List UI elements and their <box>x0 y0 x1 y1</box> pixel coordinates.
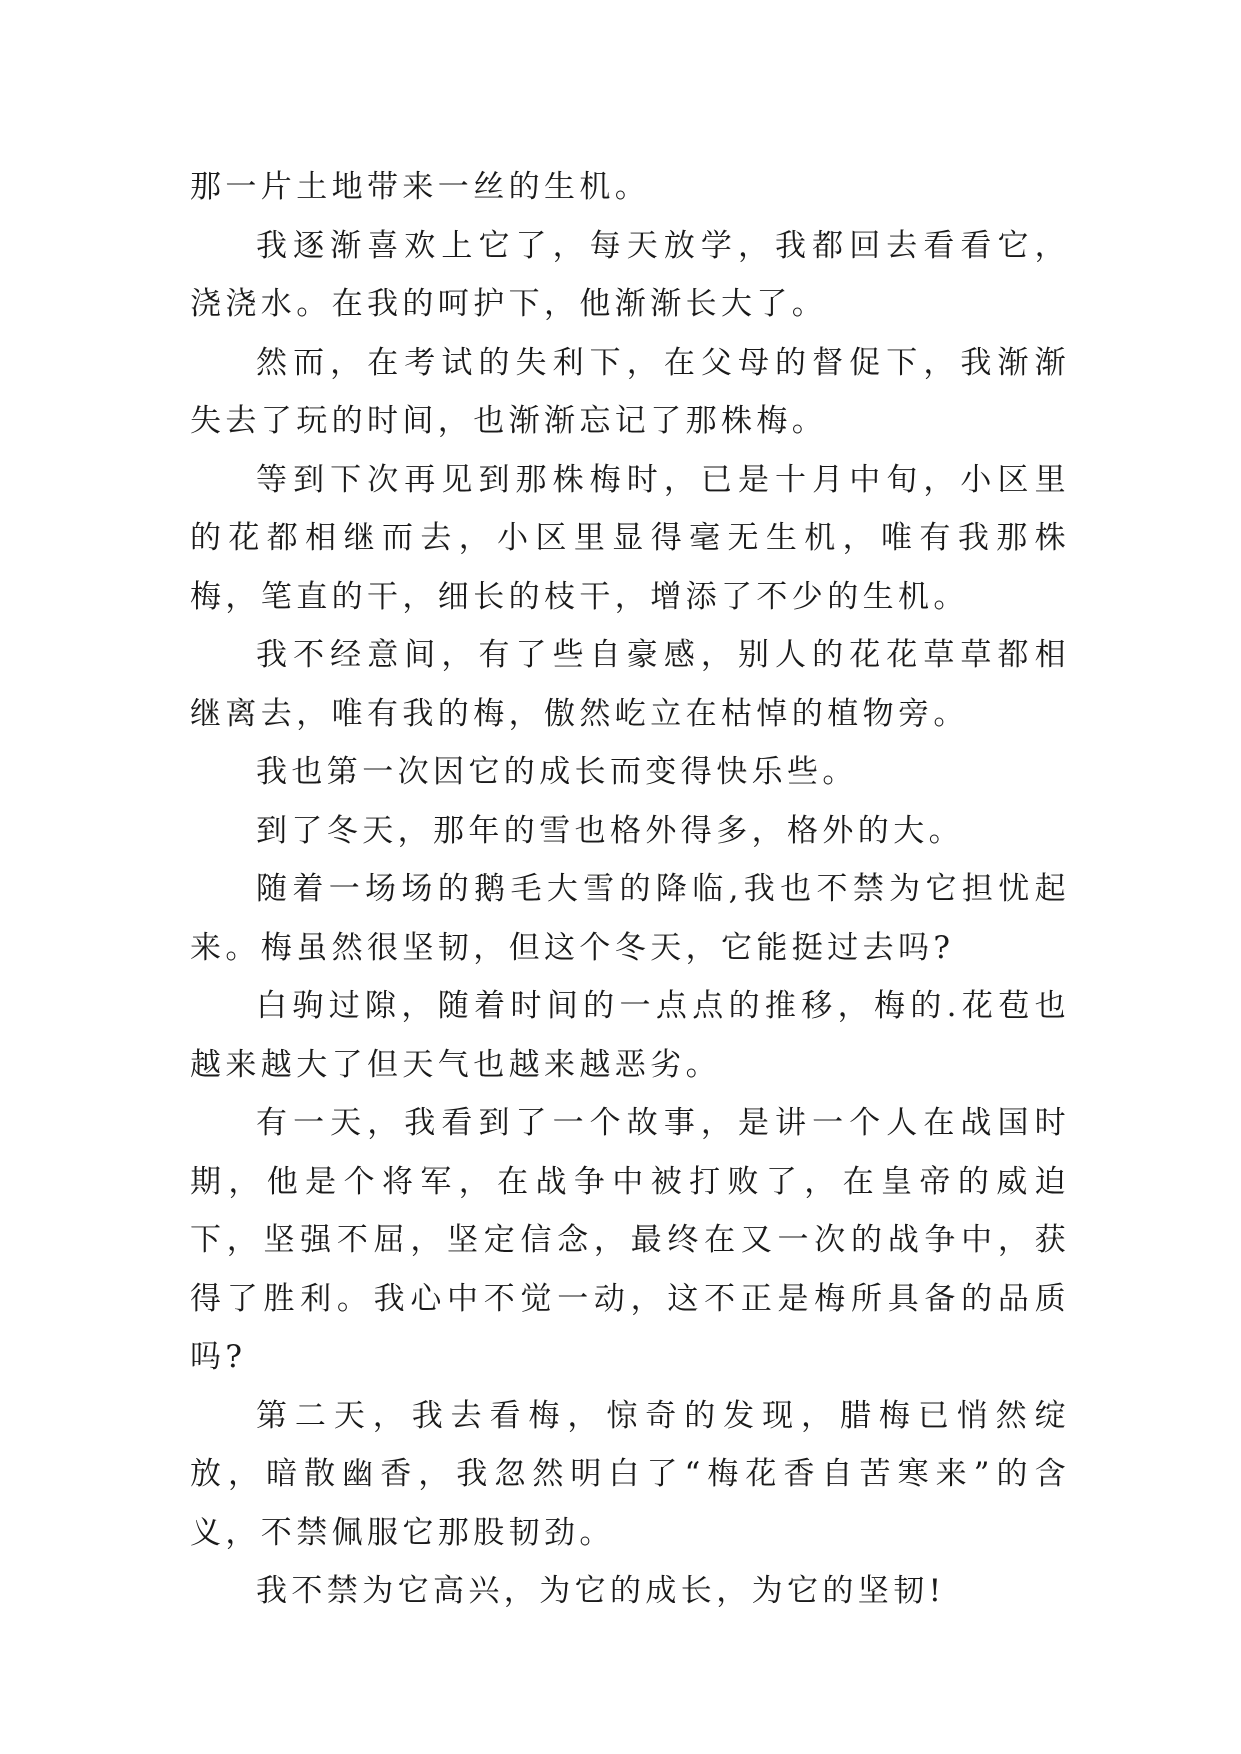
paragraph-5: 我不经意间，有了些自豪感，别人的花花草草都相继离去，唯有我的梅，傲然屹立在枯悼的植物旁。 <box>190 637 1070 732</box>
paragraph-1: 那一片土地带来一丝的生机。 <box>190 169 651 205</box>
paragraph-8: 随着一场场的鹅毛大雪的降临,我也不禁为它担忧起来。梅虽然很坚韧，但这个冬天，它能挺过去吗? <box>190 871 1070 966</box>
paragraph-7: 到了冬天，那年的雪也格外得多，格外的大。 <box>256 812 964 849</box>
paragraph-9: 白驹过隙，随着时间的一点点的推移，梅的.花苞也越来越大了但天气也越来越恶劣。 <box>190 988 1070 1083</box>
paragraph-6: 我也第一次因它的成长而变得快乐些。 <box>256 754 858 790</box>
paragraph-11: 第二天，我去看梅，惊奇的发现，腊梅已悄然绽放，暗散幽香，我忽然明白了“梅花香自苦寒来”的含义，不禁佩服它那股韧劲。 <box>190 1397 1070 1551</box>
paragraph-10: 有一天，我看到了一个故事，是讲一个人在战国时期，他是个将军，在战争中被打败了，在皇帝的威迫下，坚强不屈，坚定信念，最终在又一次的战争中，获得了胜利。我心中不觉一动，这不正是梅所具备的品质吗? <box>190 1105 1070 1375</box>
paragraph-2: 我逐渐喜欢上它了，每天放学，我都回去看看它，浇浇水。在我的呵护下，他渐渐长大了。 <box>190 227 1070 322</box>
document-body <box>190 158 1070 1621</box>
paragraph-12: 我不禁为它高兴，为它的成长，为它的坚韧! <box>256 1573 946 1609</box>
paragraph-3: 然而，在考试的失利下，在父母的督促下，我渐渐失去了玩的时间，也渐渐忘记了那株梅。 <box>190 344 1070 439</box>
paragraph-4: 等到下次再见到那株梅时，已是十月中旬，小区里的花都相继而去，小区里显得毫无生机，唯有我那株梅，笔直的干，细长的枝干，增添了不少的生机。 <box>190 461 1070 615</box>
